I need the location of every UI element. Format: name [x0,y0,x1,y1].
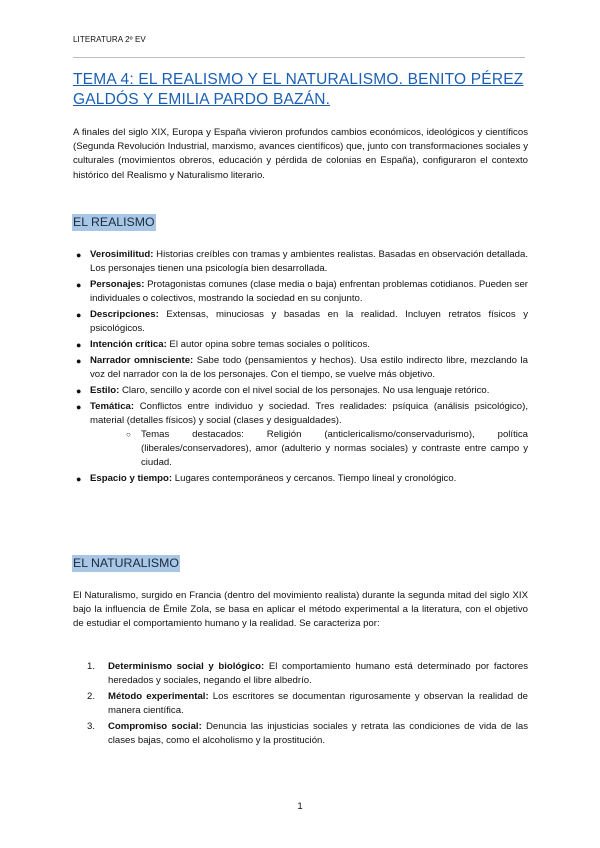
numbered-item [73,720,528,748]
intro-paragraph: A finales del siglo XIX, Europa y España vivieron profundos cambios económicos, ideológicos y científicos (Segunda Revolución Industrial, marxismo, avances científicos) que, junto con transformaciones sociales y culturales (movimientos obreros, educación y pérdida de colonias en España), configuraron el contexto histórico del Realismo y Naturalismo literario. [73,127,528,181]
section-heading-realismo: EL REALISMO [73,215,155,229]
bullet-icon: ● [76,280,82,290]
bullet-icon: ● [76,250,82,260]
numbered-item [73,660,528,688]
sub-list [90,428,528,471]
item-text: Denuncia las injusticias sociales y retrata las condiciones de vida de las clases bajas, como el alcoholismo y la prostitución. [108,721,528,747]
list-item [73,400,528,471]
list-item [73,278,528,306]
item-term: Temática: [90,400,135,412]
item-text: Conflictos entre individuo y sociedad. Tres realidades: psíquica (análisis psicológico), material (detalles físicos) y social (clases y desigualdades). [90,400,528,426]
item-text: Protagonistas comunes (clase media o baja) enfrentan problemas cotidianos. Pueden ser individuales o colectivos, mostrando la sociedad en su conjunto. [90,279,528,305]
item-term: Descripciones: [90,309,159,320]
item-text: El comportamiento humano está determinado por factores heredados y sociales, negando el libre albedrío. [108,661,528,687]
item-term: Narrador omnisciente: [90,354,194,366]
numbered-item [73,690,528,718]
item-number: 1. [87,661,96,672]
item-term: Compromiso social: [108,721,202,732]
header-divider [73,57,525,58]
item-term: Método experimental: [108,691,209,702]
item-term: Intención crítica: [90,339,167,350]
list-item [73,338,528,352]
bullet-icon: ● [76,355,82,366]
bullet-icon: ● [76,340,82,350]
document-title: TEMA 4: EL REALISMO Y EL NATURALISMO. BENITO PÉREZ GALDÓS Y EMILIA PARDO BAZÁN. [73,71,524,108]
item-text: Los escritores se documentan rigurosamente y observan la realidad de manera científica. [108,691,528,717]
item-number: 3. [87,721,96,732]
page-number: 1 [297,801,303,812]
item-term: Verosimilitud: [90,249,154,260]
item-number: 2. [87,691,96,702]
item-term: Espacio y tiempo: [90,473,173,485]
circle-bullet-icon: ○ [126,430,131,439]
sub-item-text: Temas destacados: Religión (anticlericalismo/conservadurismo), política (liberales/conservadores), amor (adulterio y normas sociales) y contraste entre campo y ciudad. [141,429,528,469]
bullet-icon: ● [76,310,82,320]
item-text: Lugares contemporáneos y cercanos. Tiempo lineal y cronológico. [172,473,457,485]
naturalismo-paragraph: El Naturalismo, surgido en Francia (dentro del movimiento realista) durante la segunda mitad del siglo XIX bajo la influencia de Émile Zola, se basa en aplicar el método experimental a la literatura, con el objetivo de estudiar el comportamiento humano y la realidad. Se caracteriza por: [73,590,528,630]
list-item [73,384,528,398]
item-term: Personajes: [90,279,145,290]
list-item [73,472,528,486]
item-text: Claro, sencillo y acorde con el nivel social de los personajes. No usa lenguaje retórico. [119,384,490,396]
list-item [73,354,528,382]
item-text: Sabe todo (pensamientos y hechos). Usa estilo indirecto libre, mezclando la voz del narrador con la de los personajes. Con el tiempo, se vuelve más objetivo. [90,354,528,380]
item-text: Extensas, minuciosas y basadas en la realidad. Incluyen retratos físicos y psicológicos. [90,309,528,335]
bullet-icon: ● [76,385,82,396]
bullet-icon: ● [76,474,82,485]
bullet-icon: ● [76,401,82,412]
section-heading-naturalismo: EL NATURALISMO [73,556,179,570]
list-item [73,308,528,336]
item-term: Determinismo social y biológico: [108,661,265,672]
item-text: Historias creíbles con tramas y ambientes realistas. Basadas en observación detallada. Los personajes tienen una psicología bien desarrollada. [90,249,528,275]
page-header: LITERATURA 2º EV [73,35,146,44]
realismo-list [73,248,528,488]
list-item [73,248,528,276]
naturalismo-list [73,660,528,750]
item-term: Estilo: [90,384,120,396]
item-text: El autor opina sobre temas sociales o políticos. [166,339,370,350]
sub-list-item [124,428,528,471]
